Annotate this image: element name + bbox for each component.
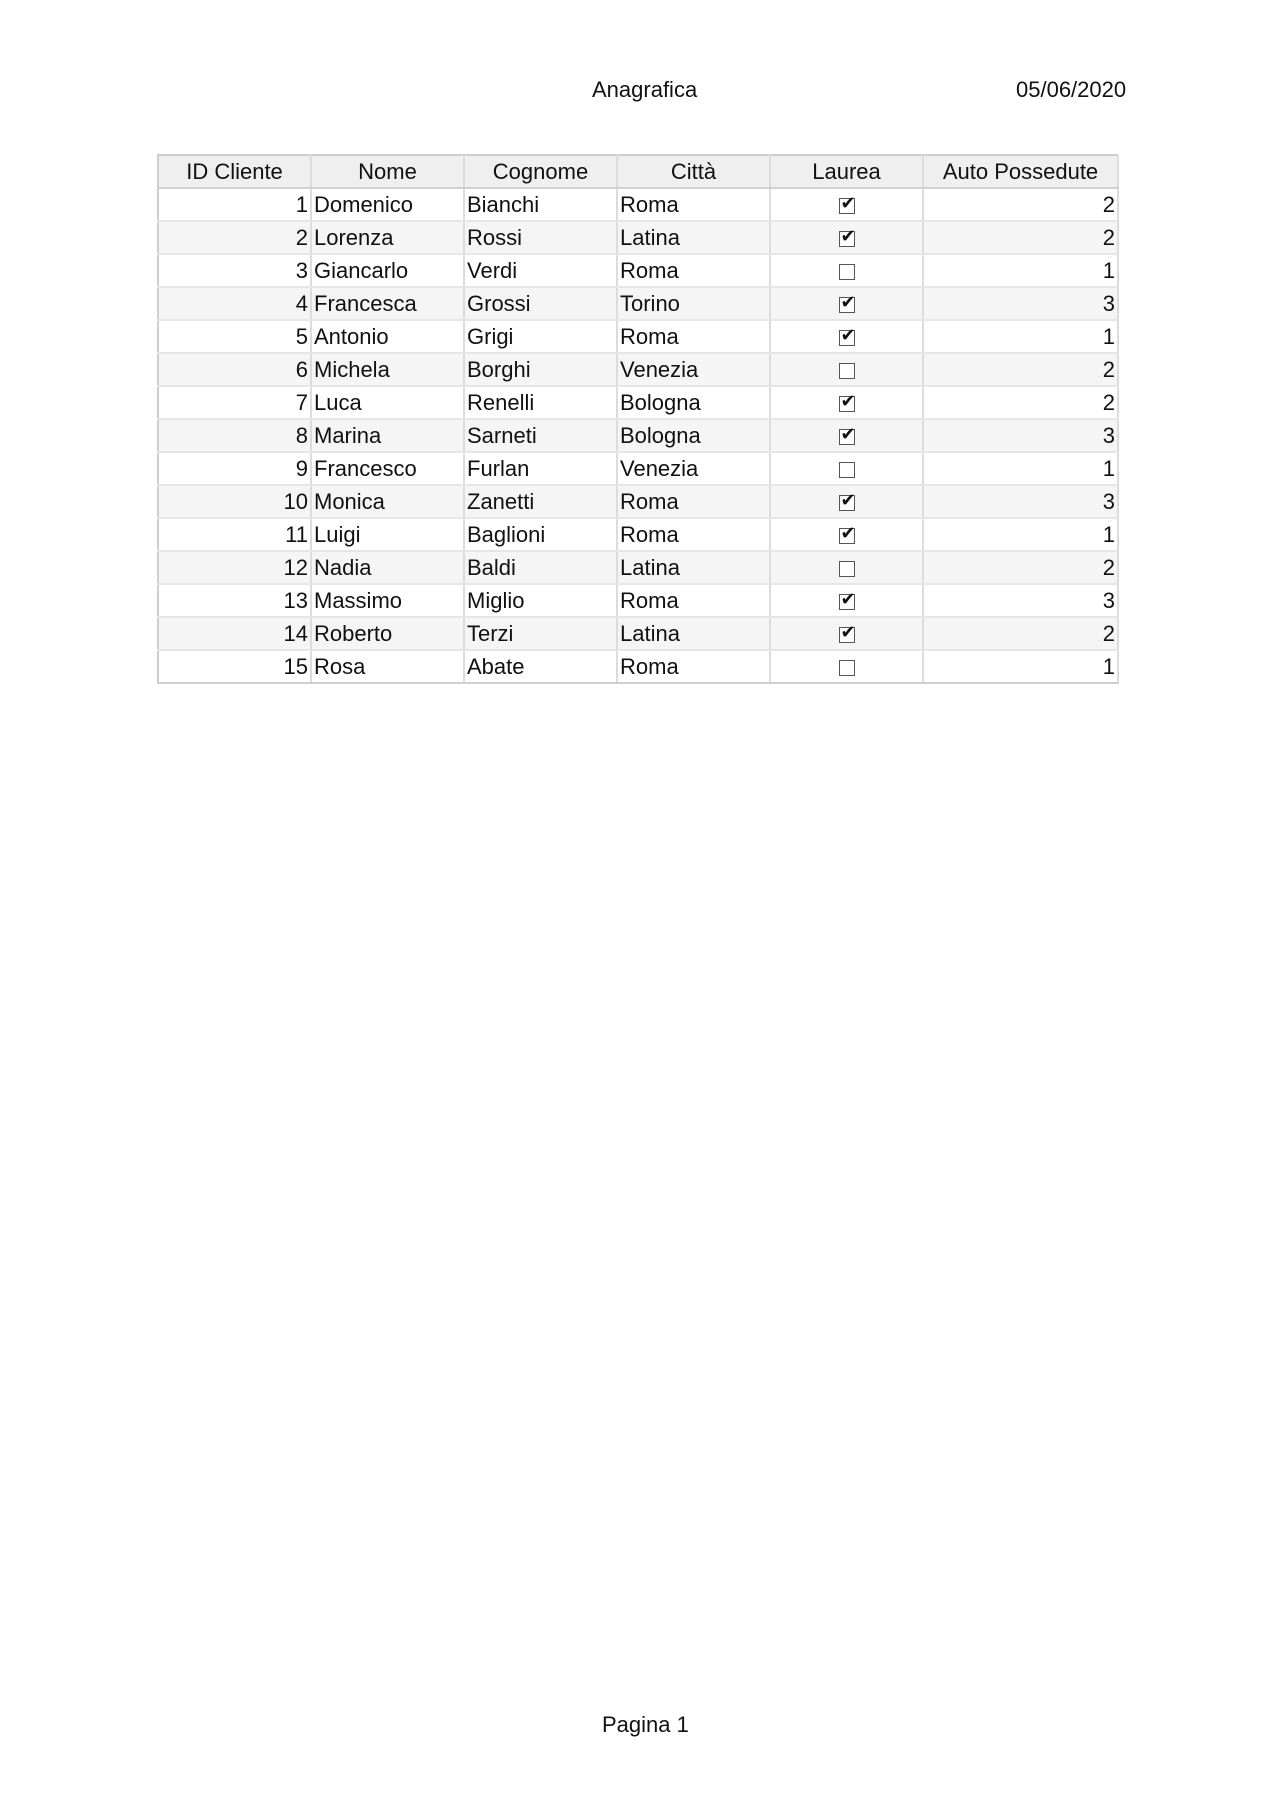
- column-header-laurea: Laurea: [770, 155, 923, 188]
- cell-id-cliente: 14: [158, 617, 311, 650]
- laurea-checkbox-checked[interactable]: [839, 193, 856, 215]
- cell-citta: Torino: [617, 287, 770, 320]
- cell-cognome: Renelli: [464, 386, 617, 419]
- cell-citta: Venezia: [617, 452, 770, 485]
- cell-laurea: [770, 254, 923, 287]
- cell-citta: Roma: [617, 485, 770, 518]
- table-row: [158, 551, 1118, 584]
- cell-laurea: [770, 551, 923, 584]
- table-row: [158, 584, 1118, 617]
- cell-id-cliente: 13: [158, 584, 311, 617]
- checkmark-icon: ✔: [840, 226, 856, 248]
- cell-nome: Lorenza: [311, 221, 464, 254]
- cell-id-cliente: 15: [158, 650, 311, 683]
- cell-nome: Monica: [311, 485, 464, 518]
- cell-auto-possedute: 1: [923, 254, 1118, 287]
- cell-citta: Bologna: [617, 386, 770, 419]
- cell-laurea: [770, 518, 923, 551]
- cell-nome: Domenico: [311, 188, 464, 221]
- cell-laurea: [770, 386, 923, 419]
- cell-id-cliente: 9: [158, 452, 311, 485]
- cell-auto-possedute: 2: [923, 353, 1118, 386]
- cell-laurea: [770, 188, 923, 221]
- cell-id-cliente: 3: [158, 254, 311, 287]
- cell-nome: Francesco: [311, 452, 464, 485]
- laurea-checkbox-checked[interactable]: [839, 589, 856, 611]
- cell-cognome: Miglio: [464, 584, 617, 617]
- cell-auto-possedute: 3: [923, 485, 1118, 518]
- cell-citta: Roma: [617, 188, 770, 221]
- checkmark-icon: ✔: [840, 523, 856, 545]
- table-row: [158, 452, 1118, 485]
- checkmark-icon: ✔: [840, 424, 856, 446]
- cell-auto-possedute: 2: [923, 221, 1118, 254]
- cell-cognome: Grossi: [464, 287, 617, 320]
- checkmark-icon: ✔: [840, 490, 856, 512]
- cell-nome: Rosa: [311, 650, 464, 683]
- column-header-nome: Nome: [311, 155, 464, 188]
- cell-nome: Marina: [311, 419, 464, 452]
- checkmark-icon: ✔: [840, 589, 856, 611]
- cell-citta: Latina: [617, 221, 770, 254]
- cell-cognome: Terzi: [464, 617, 617, 650]
- cell-cognome: Verdi: [464, 254, 617, 287]
- column-header-citta: Città: [617, 155, 770, 188]
- column-header-cognome: Cognome: [464, 155, 617, 188]
- cell-auto-possedute: 2: [923, 188, 1118, 221]
- cell-id-cliente: 5: [158, 320, 311, 353]
- report-date: 05/06/2020: [1016, 77, 1127, 102]
- cell-laurea: [770, 650, 923, 683]
- table-row: [158, 221, 1118, 254]
- laurea-checkbox-checked[interactable]: [839, 391, 856, 413]
- customer-table: [157, 154, 1119, 684]
- cell-laurea: [770, 584, 923, 617]
- cell-laurea: [770, 452, 923, 485]
- cell-auto-possedute: 1: [923, 452, 1118, 485]
- table-row: [158, 617, 1118, 650]
- cell-cognome: Borghi: [464, 353, 617, 386]
- cell-id-cliente: 4: [158, 287, 311, 320]
- page-number: Pagina 1: [602, 1712, 689, 1737]
- checkmark-icon: ✔: [840, 622, 856, 644]
- checkmark-icon: ✔: [840, 391, 856, 413]
- table-row: [158, 419, 1118, 452]
- checkmark-icon: ✔: [840, 325, 856, 347]
- cell-citta: Bologna: [617, 419, 770, 452]
- cell-nome: Antonio: [311, 320, 464, 353]
- cell-nome: Nadia: [311, 551, 464, 584]
- cell-cognome: Sarneti: [464, 419, 617, 452]
- cell-id-cliente: 1: [158, 188, 311, 221]
- cell-citta: Latina: [617, 551, 770, 584]
- laurea-checkbox-unchecked[interactable]: [839, 561, 855, 577]
- cell-auto-possedute: 2: [923, 551, 1118, 584]
- column-header-auto-possedute: Auto Possedute: [923, 155, 1118, 188]
- table-row: [158, 320, 1118, 353]
- cell-nome: Roberto: [311, 617, 464, 650]
- cell-laurea: [770, 287, 923, 320]
- cell-citta: Venezia: [617, 353, 770, 386]
- cell-citta: Roma: [617, 650, 770, 683]
- table-row: [158, 485, 1118, 518]
- cell-nome: Michela: [311, 353, 464, 386]
- cell-auto-possedute: 3: [923, 287, 1118, 320]
- cell-id-cliente: 11: [158, 518, 311, 551]
- cell-nome: Francesca: [311, 287, 464, 320]
- cell-auto-possedute: 2: [923, 386, 1118, 419]
- table-row: [158, 386, 1118, 419]
- cell-id-cliente: 6: [158, 353, 311, 386]
- cell-cognome: Abate: [464, 650, 617, 683]
- cell-cognome: Furlan: [464, 452, 617, 485]
- cell-nome: Luca: [311, 386, 464, 419]
- cell-id-cliente: 7: [158, 386, 311, 419]
- cell-auto-possedute: 1: [923, 320, 1118, 353]
- cell-auto-possedute: 1: [923, 518, 1118, 551]
- table-row: [158, 353, 1118, 386]
- cell-auto-possedute: 2: [923, 617, 1118, 650]
- cell-citta: Roma: [617, 320, 770, 353]
- laurea-checkbox-checked[interactable]: [839, 292, 856, 314]
- table-row: [158, 650, 1118, 683]
- cell-id-cliente: 10: [158, 485, 311, 518]
- laurea-checkbox-checked[interactable]: [839, 490, 856, 512]
- laurea-checkbox-checked[interactable]: [839, 622, 856, 644]
- cell-nome: Giancarlo: [311, 254, 464, 287]
- table-row: [158, 287, 1118, 320]
- laurea-checkbox-unchecked[interactable]: [839, 264, 855, 280]
- laurea-checkbox-checked[interactable]: [839, 325, 856, 347]
- cell-id-cliente: 12: [158, 551, 311, 584]
- cell-cognome: Baldi: [464, 551, 617, 584]
- cell-auto-possedute: 1: [923, 650, 1118, 683]
- cell-citta: Roma: [617, 254, 770, 287]
- table-body: [158, 188, 1118, 683]
- laurea-checkbox-checked[interactable]: [839, 523, 856, 545]
- table-row: [158, 188, 1118, 221]
- cell-cognome: Grigi: [464, 320, 617, 353]
- laurea-checkbox-unchecked[interactable]: [839, 660, 855, 676]
- laurea-checkbox-checked[interactable]: [839, 226, 856, 248]
- table-row: [158, 254, 1118, 287]
- cell-cognome: Bianchi: [464, 188, 617, 221]
- column-header-id-cliente: ID Cliente: [158, 155, 311, 188]
- laurea-checkbox-unchecked[interactable]: [839, 363, 855, 379]
- laurea-checkbox-unchecked[interactable]: [839, 462, 855, 478]
- cell-citta: Latina: [617, 617, 770, 650]
- cell-laurea: [770, 221, 923, 254]
- cell-auto-possedute: 3: [923, 419, 1118, 452]
- cell-citta: Roma: [617, 584, 770, 617]
- table-row: [158, 518, 1118, 551]
- cell-nome: Massimo: [311, 584, 464, 617]
- cell-id-cliente: 8: [158, 419, 311, 452]
- cell-laurea: [770, 617, 923, 650]
- cell-laurea: [770, 320, 923, 353]
- cell-laurea: [770, 419, 923, 452]
- cell-id-cliente: 2: [158, 221, 311, 254]
- cell-cognome: Rossi: [464, 221, 617, 254]
- cell-citta: Roma: [617, 518, 770, 551]
- cell-laurea: [770, 485, 923, 518]
- cell-laurea: [770, 353, 923, 386]
- checkmark-icon: ✔: [840, 292, 856, 314]
- report-title: Anagrafica: [592, 77, 698, 102]
- cell-cognome: Zanetti: [464, 485, 617, 518]
- cell-nome: Luigi: [311, 518, 464, 551]
- laurea-checkbox-checked[interactable]: [839, 424, 856, 446]
- cell-cognome: Baglioni: [464, 518, 617, 551]
- checkmark-icon: ✔: [840, 193, 856, 215]
- cell-auto-possedute: 3: [923, 584, 1118, 617]
- table-header-row: [158, 155, 1118, 188]
